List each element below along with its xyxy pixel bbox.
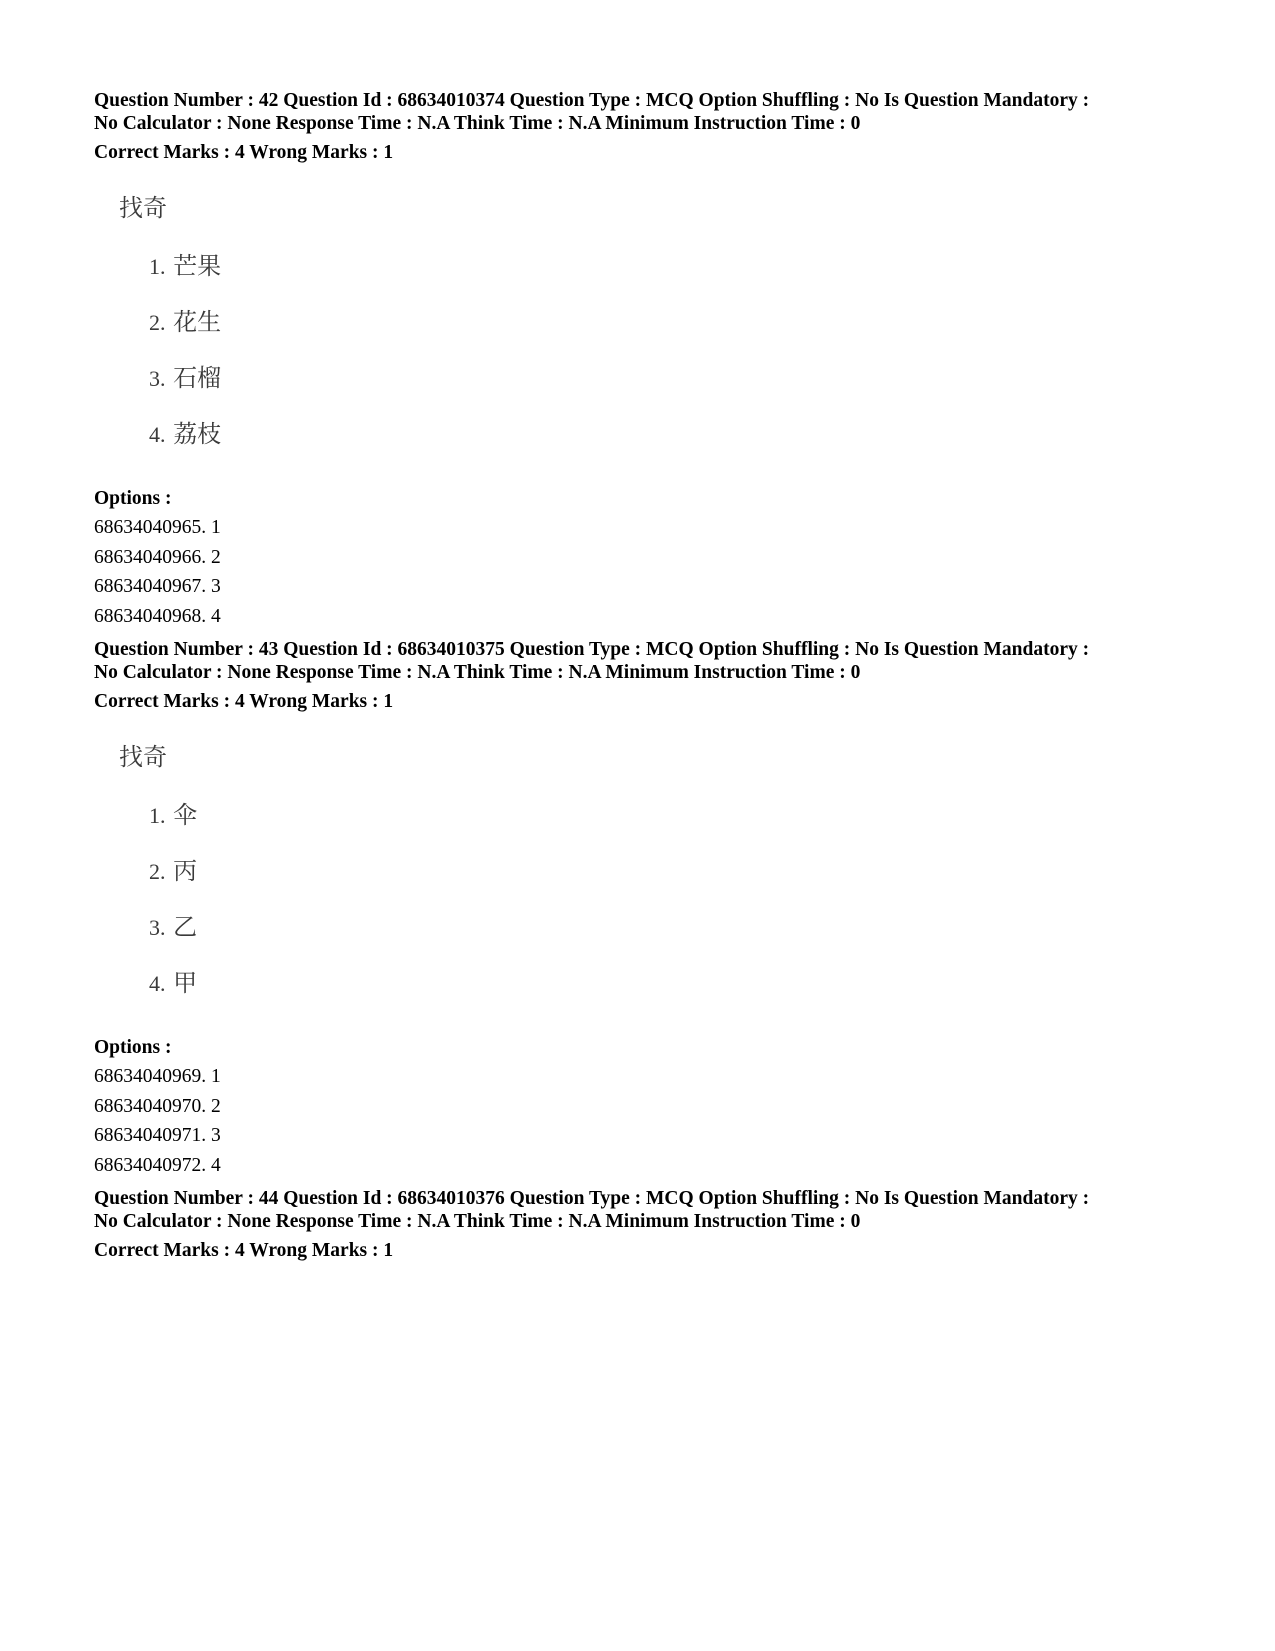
option-row: 68634040969. 1 [94,1066,221,1087]
choice-text: 乙 [173,913,198,941]
choice-text: 甲 [173,969,198,997]
question-header-line2: No Calculator : None Response Time : N.A Think Time : N.A Minimum Instruction Time : 0 [94,113,861,134]
question-header-line1: Question Number : 42 Question Id : 68634010374 Question Type : MCQ Option Shuffling : No Is Question Mandatory : [94,90,1090,111]
options-label: Options : [94,1037,172,1058]
question-marks: Correct Marks : 4 Wrong Marks : 1 [94,1240,394,1261]
question-image [94,172,1214,484]
question-choice [149,801,197,830]
choice-number: 3. [149,366,166,391]
choice-number: 4. [149,971,166,996]
option-row: 68634040967. 3 [94,576,221,597]
choice-text: 芒果 [173,252,222,280]
choice-text: 丙 [173,857,198,885]
question-block-44 [94,1187,1214,1262]
question-header-line2: No Calculator : None Response Time : N.A Think Time : N.A Minimum Instruction Time : 0 [94,1211,861,1232]
question-prompt: 找奇 [119,194,167,222]
choice-number: 1. [149,254,166,279]
choice-text: 石榴 [173,364,222,392]
question-marks: Correct Marks : 4 Wrong Marks : 1 [94,691,394,712]
choice-number: 2. [149,310,166,335]
choice-text: 荔枝 [173,420,222,448]
option-row: 68634040968. 4 [94,605,221,627]
question-header-line1: Question Number : 43 Question Id : 68634010375 Question Type : MCQ Option Shuffling : No Is Question Mandatory : [94,639,1090,660]
question-choice [149,857,197,886]
question-block-42 [94,89,1214,631]
option-row: 68634040965. 1 [94,517,221,538]
choice-text: 伞 [173,801,198,829]
choice-number: 3. [149,915,166,940]
option-row: 68634040966. 2 [94,546,221,568]
question-marks: Correct Marks : 4 Wrong Marks : 1 [94,142,394,163]
choice-number: 2. [149,859,166,884]
question-header-line2: No Calculator : None Response Time : N.A Think Time : N.A Minimum Instruction Time : 0 [94,662,861,683]
option-row: 68634040972. 4 [94,1154,221,1176]
choice-number: 1. [149,803,166,828]
question-header-line1: Question Number : 44 Question Id : 68634010376 Question Type : MCQ Option Shuffling : No Is Question Mandatory : [94,1188,1090,1209]
question-choice [149,364,221,393]
question-choice [149,308,221,337]
question-choice [149,913,197,942]
question-choice [149,252,221,281]
option-row: 68634040971. 3 [94,1125,221,1146]
question-choice [149,420,221,449]
question-prompt: 找奇 [119,743,167,771]
option-row: 68634040970. 2 [94,1095,221,1117]
question-choice [149,969,197,998]
options-label: Options : [94,488,172,509]
question-block-43 [94,638,1214,1180]
choice-number: 4. [149,422,166,447]
choice-text: 花生 [173,308,222,336]
question-image [94,721,1214,1033]
